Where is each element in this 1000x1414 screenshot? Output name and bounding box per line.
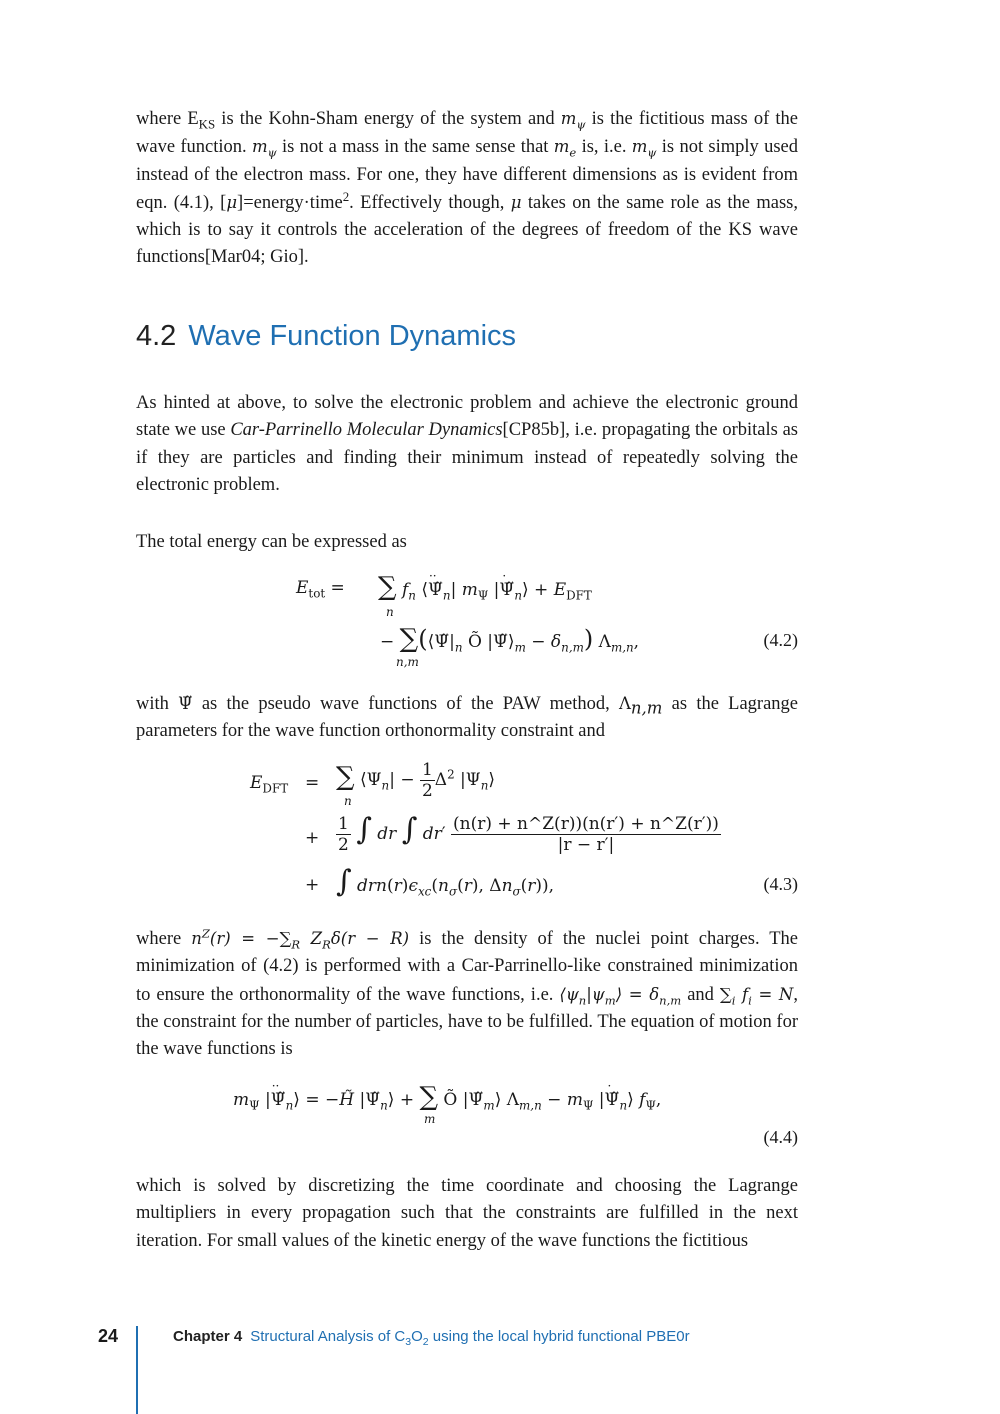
- page-number: 24: [98, 1326, 119, 1346]
- text: [CP85b], i.e. propagating the orbitals as if they are particles and finding their minimum instead of repeatedly solving the electronic problem.: [136, 420, 798, 495]
- math-m-e: $m_e$: [553, 137, 577, 160]
- text: . Effectively though,: [349, 192, 511, 213]
- section-heading: [136, 320, 516, 353]
- sum-index: n: [344, 794, 352, 808]
- text: ]=energy·time: [237, 192, 343, 213]
- paragraph-cpmd: [136, 390, 798, 499]
- math-nz: $n^Z(r) = -\sum_R$ $Z_R\delta(r - R)$: [191, 926, 410, 952]
- eq42-line2: − $\sum(⟨\Psĩ|_n$ Õ $|\Psĩ⟩_m - \delta_{n,m}$) $\Lambda_{m,n}$,: [380, 624, 640, 655]
- paragraph-discretization: which is solved by discretizing the time coordinate and choosing the Lagrange multipliers in every propagation such that the constraints are fulfilled in the next iteration. For small values of the kinetic energy of the wave functions the fictitious: [136, 1176, 798, 1251]
- math-particle-constraint: $\sum_i$ $f_i = N$: [719, 984, 794, 1007]
- footer-rule: [136, 1326, 138, 1414]
- math-orthonormality: $⟨\psi_n|\psi_m⟩ = \delta_{n,m}$: [559, 984, 682, 1007]
- section-title: Wave Function Dynamics: [188, 320, 517, 352]
- text: As hinted at above, to solve the electronic problem and achieve the electronic ground state we use: [136, 393, 798, 441]
- subscript: KS: [198, 116, 216, 132]
- chapter-title: Structural Analysis of $C_3O_2$ using the local hybrid functional PBE0r: [250, 1328, 690, 1348]
- equation-number: (4.3): [763, 874, 798, 894]
- text: is the Kohn-Sham energy of the system and: [215, 109, 561, 129]
- paragraph-intro: [136, 105, 798, 272]
- paragraph-paw: [136, 690, 798, 746]
- math-lambda: $\Lambda_{n,m}$: [618, 694, 663, 718]
- text: is not simply used instead of the electron mass. For one, they have different dimensions as is evident from eqn. (4.1), [: [136, 137, 798, 213]
- sum-index: m: [424, 1112, 436, 1126]
- equals-sign: =: [305, 773, 320, 793]
- text: as the Lagrange parameters for the wave function orthonormality constraint and: [136, 694, 798, 742]
- eq43-lhs: $E_{DFT}$: [250, 773, 289, 796]
- eq42-line1: ∑ $f_n$ ⟨Ψ̃ ·· $_n$| $m_\Psi$ |Ψ̃ · $_n$⟩ + $E_{DFT}$: [378, 569, 592, 603]
- equation-number: (4.4): [763, 1127, 798, 1147]
- math-m-psi: $m_\psi$: [560, 109, 586, 132]
- sum-index: n,m: [396, 655, 419, 669]
- eq44-line: $m_\Psi$ |Ψ̃ ·· $_n$⟩ = −H̃ $|\Psĩ_n⟩$ + ∑ Õ $|\Psĩ_m⟩$ $\Lambda_{m,n} - m_\Psi$ |Ψ̃ · $_n$⟩ $f_\Psi$,: [233, 1079, 662, 1113]
- text: is the density of the nuclei point charges. The minimization of (4.2) is performed with a Car-Parrinello-like constrained minimization to ensure the orthonormality of the wave functions, i.e.: [136, 929, 799, 1005]
- plus-sign: +: [305, 875, 320, 895]
- sum-index: n: [386, 605, 394, 619]
- text: where E: [136, 109, 199, 129]
- running-footer: [173, 1328, 690, 1348]
- math-m-psi: $m_\psi$: [631, 137, 657, 160]
- section-number: 4.2: [136, 320, 177, 352]
- eq43-line1: ∑ $⟨\Psi_n|$ − $\frac{1}{2}$ $\Delta^2$ $|\Psi_n⟩$: [336, 760, 496, 801]
- equation-number: (4.2): [763, 630, 798, 650]
- math-mu: μ: [510, 192, 522, 212]
- text: with: [136, 694, 179, 714]
- math-m-psi: $m_\psi$: [251, 137, 277, 160]
- text: takes on the same role as the mass, which is to say it controls the acceleration of the degrees of freedom of the KS wave functions[Mar04; Gio].: [136, 192, 798, 268]
- paragraph-total-energy: The total energy can be expressed as: [136, 532, 407, 552]
- emphasis: Car-Parrinello Molecular Dynamics: [230, 420, 503, 441]
- text: is, i.e.: [576, 137, 632, 158]
- eq42-lhs: $E_{tot}$ =: [296, 578, 345, 601]
- text: and: [681, 984, 720, 1005]
- superscript: 2: [342, 188, 350, 204]
- paragraph-minimization: [136, 925, 798, 1063]
- math-mu: μ: [226, 192, 238, 212]
- text: , the constraint for the number of particles, have to be fulfilled. The equation of motion for the wave functions is: [136, 984, 798, 1060]
- text: where: [136, 929, 192, 949]
- math-psi-tilde: Ψ̃: [178, 694, 193, 713]
- eq43-line3: ∫ $drn(r)\epsilon_{xc}(n_\sigma(r)$, $\Delta n_\sigma(r)$),: [336, 864, 555, 899]
- text: as the pseudo wave functions of the PAW method,: [192, 694, 619, 714]
- chapter-label: Chapter 4: [173, 1328, 243, 1345]
- text: is the fictitious mass of the wave function.: [136, 109, 798, 158]
- eq43-line2: $\frac{1}{2}$ ∫ dr ∫ dr′ $\frac{(n(r) + n\^{}Z(r))(n(r') + n\^{}Z(r'))}{|r - r'|}$: [338, 812, 719, 855]
- plus-sign: +: [305, 828, 320, 848]
- text: is not a mass in the same sense that: [276, 137, 554, 158]
